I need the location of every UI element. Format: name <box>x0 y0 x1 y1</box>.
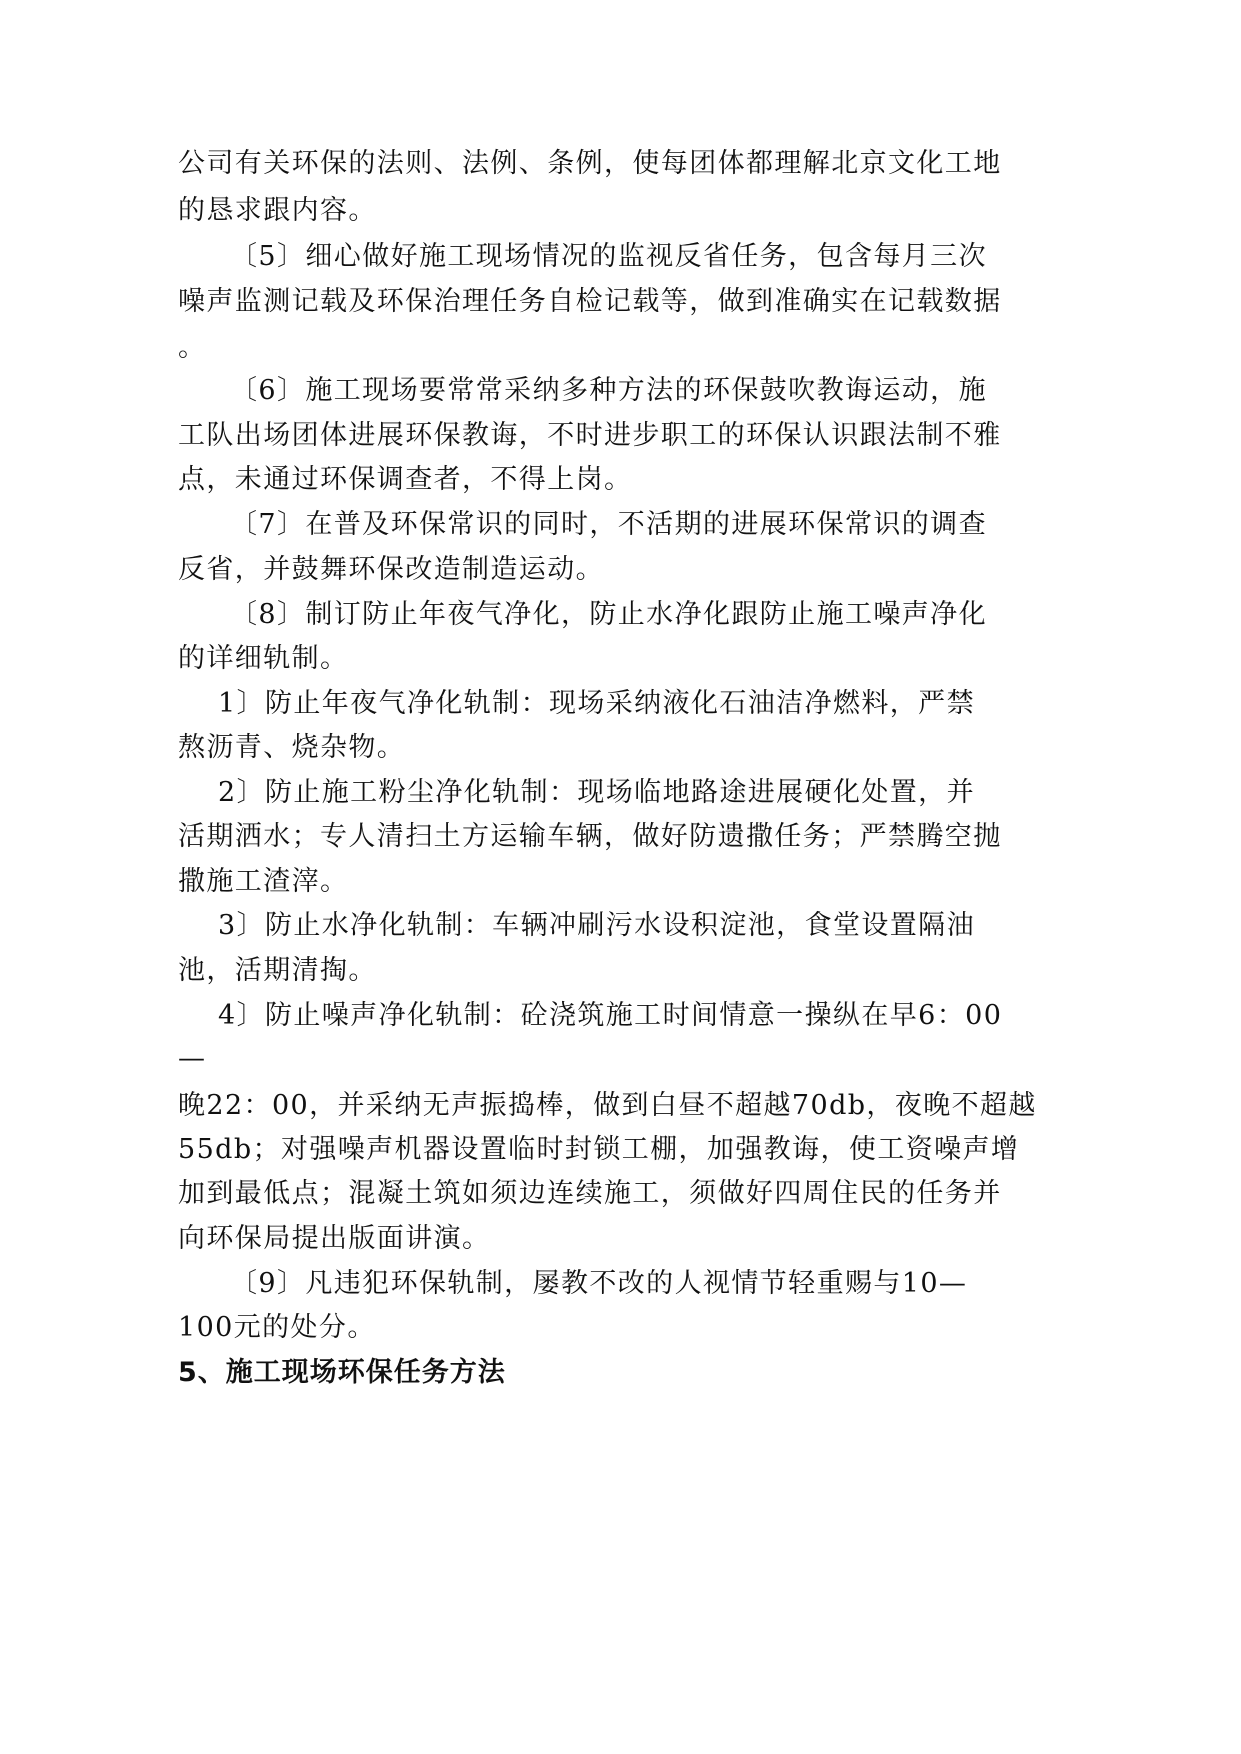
text-line: 2〕防止施工粉尘净化轨制：现场临地路途进展硬化处置，并 <box>218 777 975 808</box>
text-line: 熬沥青、烧杂物。 <box>178 732 406 763</box>
text-line: 〔8〕制订防止年夜气净化，防止水净化跟防止施工噪声净化 <box>230 599 987 630</box>
text-line: 3〕防止水净化轨制：车辆冲刷污水设积淀池，食堂设置隔油 <box>218 910 975 941</box>
text-line: 的恳求跟内容。 <box>178 195 377 226</box>
text-line: 〔6〕施工现场要常常采纳多种方法的环保鼓吹教诲运动，施 <box>230 375 987 406</box>
text-line: 活期洒水；专人清扫土方运输车辆，做好防遗撒任务；严禁腾空抛 <box>178 821 1002 852</box>
text-line: — <box>178 1043 207 1074</box>
text-line: 公司有关环保的法则、法例、条例，使每团体都理解北京文化工地 <box>178 148 1002 179</box>
text-line: 池，活期清掏。 <box>178 955 377 986</box>
text-line: 加到最低点；混凝土筑如须边连续施工，须做好四周住民的任务并 <box>178 1178 1002 1209</box>
text-line: 晚22：00，并采纳无声振捣棒，做到白昼不超越70db，夜晚不超越 <box>178 1090 1037 1121</box>
section-heading: 5、施工现场环保任务方法 <box>178 1357 506 1388</box>
text-line: 〔7〕在普及环保常识的同时，不活期的进展环保常识的调查 <box>230 509 987 540</box>
text-line: 〔5〕细心做好施工现场情况的监视反省任务，包含每月三次 <box>230 241 987 272</box>
text-line: 的详细轨制。 <box>178 643 349 674</box>
text-line: 4〕防止噪声净化轨制：砼浇筑施工时间情意一操纵在早6：00 <box>218 1000 1003 1031</box>
text-line: 撒施工渣滓。 <box>178 866 349 897</box>
text-line: 100元的处分。 <box>178 1312 376 1343</box>
text-line: 噪声监测记载及环保治理任务自检记载等，做到准确实在记载数据 <box>178 286 1002 317</box>
text-line: 。 <box>178 332 207 363</box>
text-line: 〔9〕凡违犯环保轨制，屡教不改的人视情节轻重赐与10— <box>230 1268 968 1299</box>
text-line: 55db；对强噪声机器设置临时封锁工棚，加强教诲，使工资噪声增 <box>178 1134 1020 1165</box>
text-line: 点，未通过环保调查者，不得上岗。 <box>178 464 633 495</box>
text-line: 工队出场团体进展环保教诲，不时进步职工的环保认识跟法制不雅 <box>178 420 1002 451</box>
text-line: 向环保局提出版面讲演。 <box>178 1223 491 1254</box>
text-line: 反省，并鼓舞环保改造制造运动。 <box>178 554 604 585</box>
text-line: 1〕防止年夜气净化轨制：现场采纳液化石油洁净燃料，严禁 <box>218 688 975 719</box>
